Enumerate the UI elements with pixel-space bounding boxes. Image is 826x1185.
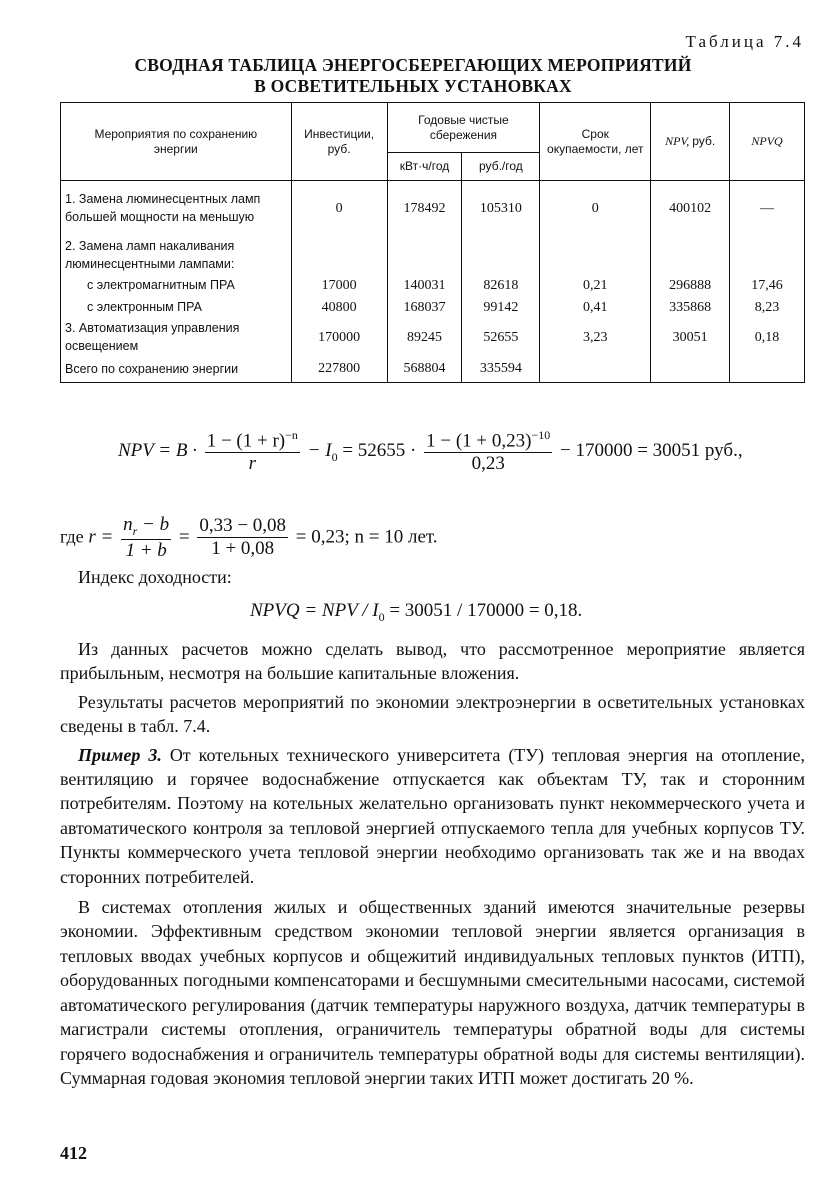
header-savings-rub: руб./год (462, 153, 540, 181)
header-measure: Мероприятия по сохранению энергии (61, 103, 292, 181)
header-npv: NPV, руб. (651, 103, 730, 181)
table-title-line1: СВОДНАЯ ТАБЛИЦА ЭНЕРГОСБЕРЕГАЮЩИХ МЕРОПРИЯТИЙ (134, 55, 692, 75)
row-npv: 296888 (651, 275, 730, 297)
npvq-formula (250, 600, 582, 625)
row-npvq: 17,46 (730, 275, 805, 297)
npv-formula (118, 428, 743, 475)
row-payback (540, 357, 651, 383)
row-kwh: 140031 (387, 275, 462, 297)
row-kwh: 168037 (387, 297, 462, 319)
row-name: с электромагнитным ПРА (61, 275, 292, 297)
row-rub: 105310 (462, 181, 540, 237)
paragraph-results: Результаты расчетов мероприятий по экономии электроэнергии в осветительных установках сведены в табл. 7.4. (60, 691, 805, 737)
body-text (60, 637, 805, 1090)
table-row (61, 297, 805, 319)
subscript: r (132, 523, 138, 538)
row-investment: 227800 (291, 357, 387, 383)
row-rub: 335594 (462, 357, 540, 383)
example-lead: Пример 3. (78, 744, 162, 765)
row-investment: 0 (291, 181, 387, 237)
r-fraction-1 (121, 514, 171, 562)
energy-saving-table (60, 102, 805, 383)
table-row (61, 319, 805, 357)
header-npvq: NPVQ (730, 103, 805, 181)
r-lhs: r = (88, 526, 114, 548)
index-label: Индекс доходности: (78, 567, 232, 587)
row-payback (540, 237, 651, 275)
row-investment: 40800 (291, 297, 387, 319)
row-payback: 0,21 (540, 275, 651, 297)
r-fraction-2 (197, 515, 288, 560)
npvq-result: = 30051 / 170000 = 0,18. (384, 600, 583, 621)
example-text: От котельных технического университета (ТУ) тепловая энергия на отопление, вентиляцию и горячее водоснабжение отпускается как объектам ТУ, так и сторонним потребителям. Поэтому на котельных желательно организовать пункт некоммерческого учета и автоматического контроля за тепловой энергией отпускаемого тепла для учебных корпусов ТУ. Пункты коммерческого учета тепловой энергии необходимо организовать так же и на вводах сторонних потребителей. (60, 744, 805, 887)
page-number: 412 (60, 1143, 87, 1163)
row-name: 2. Замена ламп накаливания люминесцентными лампами: (61, 237, 292, 275)
header-savings-group: Годовые чистые сбережения (387, 103, 540, 153)
frac-numerator: 1 − (1 + r) (206, 430, 286, 452)
row-npvq (730, 357, 805, 383)
r-result: = 0,23; n = 10 лет. (295, 526, 438, 548)
table-label: Таблица 7.4 (685, 32, 804, 51)
npvq-lhs: NPVQ = NPV / I (250, 600, 379, 621)
frac-numerator-rest: − b (137, 514, 170, 535)
header-investment: Инвестиции, руб. (291, 103, 387, 181)
frac-denominator: r (248, 453, 257, 475)
frac-numerator: n (123, 514, 133, 535)
frac-numerator: 0,33 − 0,08 (199, 515, 287, 537)
header-savings-kwh: кВт·ч/год (387, 153, 462, 181)
npv-fraction-2 (424, 428, 552, 475)
row-investment: 17000 (291, 275, 387, 297)
row-kwh: 568804 (387, 357, 462, 383)
row-name: с электронным ПРА (61, 297, 292, 319)
row-npv: 30051 (651, 319, 730, 357)
row-payback: 0,41 (540, 297, 651, 319)
header-payback: Срок окупаемости, лет (540, 103, 651, 181)
npv-lhs: NPV = B · (118, 440, 197, 462)
row-name: Всего по сохранению энергии (61, 357, 292, 383)
row-rub: 52655 (462, 319, 540, 357)
row-npv: 335868 (651, 297, 730, 319)
table-row-total (61, 357, 805, 383)
table-title-line2: В ОСВЕТИТЕЛЬНЫХ УСТАНОВКАХ (254, 76, 572, 96)
row-investment: 170000 (291, 319, 387, 357)
npv-fraction-1 (205, 428, 300, 475)
row-kwh (387, 237, 462, 275)
row-npv: 400102 (651, 181, 730, 237)
npv-minus-investment: − I (307, 440, 332, 462)
row-kwh: 89245 (387, 319, 462, 357)
npv-result: − 170000 = 30051 руб., (560, 440, 743, 462)
row-npvq: 8,23 (730, 297, 805, 319)
row-npv (651, 357, 730, 383)
frac-denominator: 1 + 0,08 (211, 538, 275, 560)
paragraph-conclusion: Из данных расчетов можно сделать вывод, что рассмотренное мероприятие является прибыльным, несмотря на большие капитальные вложения. (60, 639, 805, 684)
exponent: −n (285, 428, 298, 442)
frac-denominator: 1 + b (125, 539, 167, 561)
row-payback: 0 (540, 181, 651, 237)
row-kwh: 178492 (387, 181, 462, 237)
row-investment (291, 237, 387, 275)
r-formula: где r = $\frac{n_r - b}{1 + b}$ = $\frac{0,33 - 0,08}{1 + 0,08}$ = 0,23; n = 10 лет. (60, 514, 438, 561)
row-name: 3. Автоматизация управления освещением (61, 319, 292, 357)
paragraph-heating-systems: В системах отопления жилых и общественных зданий имеются значительные резервы экономии. Эффективным средством экономии тепловой энергии является организация в тепловых вводах учебных корпусов и общежитий индивидуальных тепловых пунктов (ИТП), оборудованных погодными компенсаторами и бесшумными смесительными насосами, системой автоматического регулирования (датчик температуры наружного воздуха, датчик температуры в магистрали системы отопления, ограничитель температуры обратной воды для системы горячего водоснабжения и ограничитель температуры обратной воды для системы вентиляции). Суммарная годовая экономия тепловой энергии таких ИТП может достигать 20 %. (60, 897, 805, 1088)
where-label: где (60, 526, 84, 547)
paragraph-example-3 (60, 743, 805, 889)
table-row (61, 181, 805, 237)
row-rub: 99142 (462, 297, 540, 319)
row-name: 1. Замена люминесцентных ламп большей мощности на меньшую (61, 181, 292, 237)
npv-substitution: = 52655 · (342, 440, 417, 462)
exponent: −10 (531, 428, 551, 442)
row-npvq: 0,18 (730, 319, 805, 357)
subscript: 0 (378, 609, 385, 624)
row-npv (651, 237, 730, 275)
subscript: 0 (331, 449, 338, 464)
row-npvq (730, 237, 805, 275)
frac-numerator: 1 − (1 + 0,23) (426, 430, 532, 452)
row-payback: 3,23 (540, 319, 651, 357)
table-row (61, 237, 805, 275)
row-npvq: — (730, 181, 805, 237)
table-row (61, 275, 805, 297)
frac-denominator: 0,23 (471, 453, 505, 475)
row-rub (462, 237, 540, 275)
row-rub: 82618 (462, 275, 540, 297)
